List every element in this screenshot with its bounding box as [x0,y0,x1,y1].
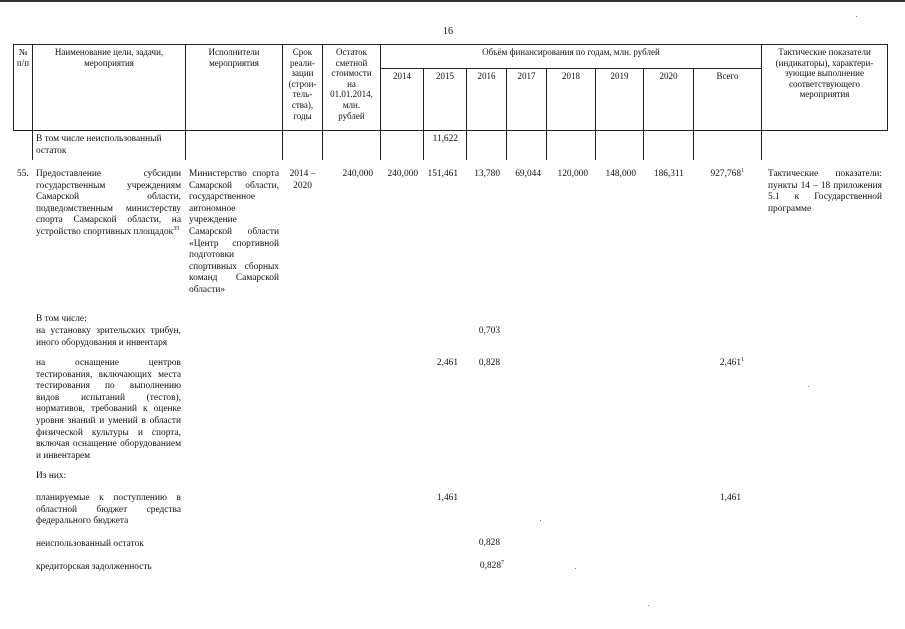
item-55-indicators: Тактические показатели: пункты 14 – 18 приложения 5.1 к Государственной программе [768,169,882,214]
of-them-label: Из них: [36,471,67,481]
header-remainder: Остаток сметной стоимости на 01.01.2014, млн. рублей [330,47,373,121]
item-55-number: 55. [17,169,29,179]
header-year-2019: 2019 [610,71,629,81]
header-financing: Объём финансирования по годам, млн. рублей [482,47,660,57]
item-55-term: 2014 – 2020 [289,169,316,191]
including-label: В том числе: [36,314,87,324]
item-55-remainder: 240,000 [342,169,373,179]
item-55-executor: Министерство спорта Самарской области, государственное автономное учреждение Самарской области «Центр спортивной подготовки спортивных сборных команд Самарской области» [189,169,279,295]
header-year-2015: 2015 [436,71,454,81]
scan-speck [856,16,857,17]
creditor-2016: 0,828$^7$ [479,559,504,571]
page-number: 16 [443,26,453,37]
unused-label: неиспользованный остаток [36,539,144,549]
item-55-2020: 186,311 [653,169,684,179]
page-top-border [0,0,905,2]
testing-total: 2,461$^1$ [719,356,744,368]
federal-label: планируемые к поступлению в областной бюджет средства федерального бюджета [36,493,181,527]
unused-2016: 0,828 [478,538,500,548]
header-year-2020: 2020 [659,71,678,81]
unused-remainder-2015: 11,622 [432,134,458,144]
testing-2016: 0,828 [478,358,500,368]
federal-total: 1,461 [719,493,741,503]
scan-speck [648,605,649,606]
item-55-2018: 120,000 [557,169,588,179]
item-55-total: 927,768$^1$ [710,167,744,179]
stands-2016: 0,703 [478,326,500,336]
item-55-name: Предоставление субсидии государственным учреждениям Самарской области, подведомственным министерству спорта Самарской области, на устройство спортивных площадок$^{35}$ [36,169,181,237]
header-year-2016: 2016 [477,71,496,81]
unused-remainder-label: В том числе неиспользованный остаток [36,134,162,156]
stands-label: на установку зрительских трибун, иного оборудования и инвентаря [36,326,181,348]
item-55-2014: 240,000 [387,169,418,179]
header-year-2017: 2017 [517,71,536,81]
creditor-label: кредиторская задолженность [36,562,152,572]
header-executors: Исполнители мероприятия [208,47,260,68]
item-55-2017: 69,044 [515,169,541,179]
header-year-2018: 2018 [562,71,580,81]
federal-2015: 1,461 [436,493,458,503]
item-55-2015: 151,461 [427,169,458,179]
item-55-2016: 13,780 [474,169,500,179]
header-term: Срок реали- зации (строи- тель- ства), годы [288,47,317,121]
testing-2015: 2,461 [436,358,458,368]
header-num: № п/п [16,47,30,68]
header-name: Наименование цели, задачи, мероприятия [54,47,164,68]
item-55-2019: 148,000 [605,169,636,179]
testing-label: на оснащение центров тестирования, включающих места тестирования по выполнению видов испытаний (тестов), нормативов, требований к оценке уровня знаний и умений в области физической культуры и спорта, включая оснащение оборудованием и инвентарем [36,358,181,461]
header-year-2014: 2014 [393,71,411,81]
scan-speck [575,568,576,569]
scan-speck [808,386,809,387]
scan-speck [540,520,541,521]
header-indicators: Тактические показатели (индикаторы), характери-зующие выполнение соответствующего мероприятия [775,47,874,100]
header-total: Всего [716,71,739,81]
